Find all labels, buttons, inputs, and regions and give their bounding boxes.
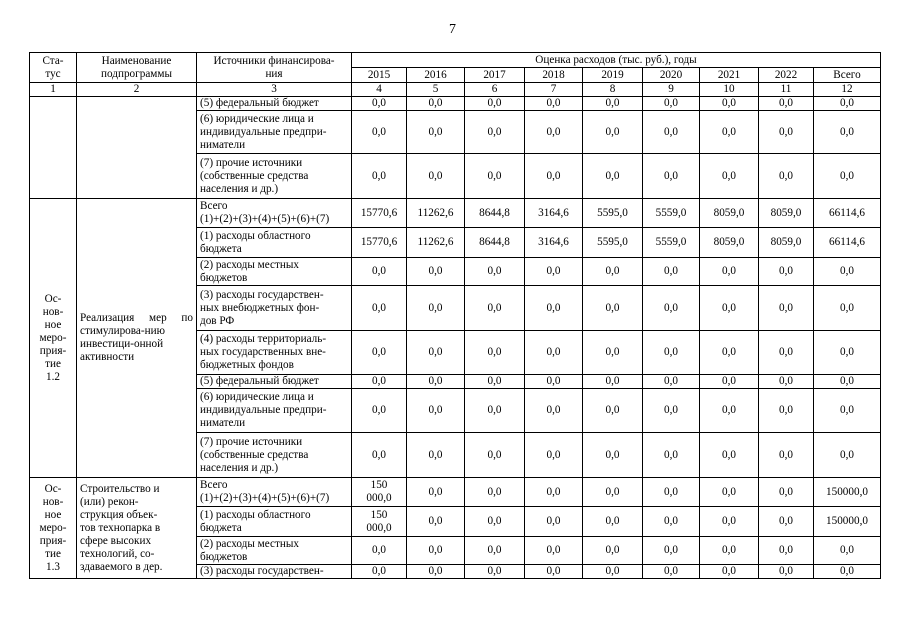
year-value-cell: 0,0: [525, 286, 583, 331]
year-value-cell: 0,0: [525, 331, 583, 375]
header-year: 2020: [643, 68, 700, 83]
year-value-cell: 0,0: [583, 389, 643, 433]
year-value-cell: 0,0: [407, 258, 465, 286]
total-value-cell: 0,0: [814, 375, 881, 389]
year-value-cell: 150 000,0: [352, 507, 407, 537]
col-number: 6: [465, 83, 525, 97]
year-value-cell: 0,0: [352, 331, 407, 375]
year-value-cell: 0,0: [465, 389, 525, 433]
year-value-cell: 0,0: [352, 537, 407, 565]
funding-source-cell: (3) расходы государствен- ных внебюджетных фон- дов РФ: [197, 286, 352, 331]
year-value-cell: 0,0: [759, 286, 814, 331]
year-value-cell: 0,0: [643, 331, 700, 375]
year-value-cell: 0,0: [583, 97, 643, 111]
year-value-cell: 0,0: [352, 433, 407, 478]
subprogram-name-cell: [77, 97, 197, 199]
year-value-cell: 0,0: [407, 478, 465, 507]
col-number: 7: [525, 83, 583, 97]
year-value-cell: 0,0: [407, 389, 465, 433]
year-value-cell: 15770,6: [352, 228, 407, 258]
year-value-cell: 0,0: [643, 507, 700, 537]
funding-source-cell: (1) расходы областного бюджета: [197, 228, 352, 258]
year-value-cell: 0,0: [525, 507, 583, 537]
funding-source-cell: (2) расходы местных бюджетов: [197, 537, 352, 565]
year-value-cell: 0,0: [352, 97, 407, 111]
subprogram-name-cell: Реализация мер по стимулирова-нию инвестици-онной активности: [77, 199, 197, 478]
year-value-cell: 0,0: [700, 433, 759, 478]
col-number: 8: [583, 83, 643, 97]
year-value-cell: 0,0: [643, 478, 700, 507]
year-value-cell: 8644,8: [465, 199, 525, 228]
year-value-cell: 0,0: [700, 258, 759, 286]
funding-source-cell: (4) расходы территориаль- ных государственных вне- бюджетных фондов: [197, 331, 352, 375]
year-value-cell: 0,0: [465, 565, 525, 579]
year-value-cell: 0,0: [407, 111, 465, 154]
year-value-cell: 0,0: [465, 507, 525, 537]
year-value-cell: 0,0: [583, 154, 643, 199]
funding-source-cell: (5) федеральный бюджет: [197, 375, 352, 389]
year-value-cell: 0,0: [465, 286, 525, 331]
year-value-cell: 0,0: [407, 433, 465, 478]
year-value-cell: 0,0: [407, 375, 465, 389]
header-row-top: [30, 53, 881, 68]
funding-source-cell: (2) расходы местных бюджетов: [197, 258, 352, 286]
year-value-cell: 0,0: [643, 565, 700, 579]
col-number: 12: [814, 83, 881, 97]
year-value-cell: 0,0: [643, 111, 700, 154]
header-estimate: Оценка расходов (тыс. руб.), годы: [352, 53, 881, 68]
year-value-cell: 0,0: [643, 433, 700, 478]
year-value-cell: 0,0: [700, 331, 759, 375]
year-value-cell: 0,0: [643, 97, 700, 111]
status-cell: Ос- нов- ное меро- прия- тие 1.3: [30, 478, 77, 579]
year-value-cell: 0,0: [525, 565, 583, 579]
header-year-total: Всего: [814, 68, 881, 83]
year-value-cell: 0,0: [700, 97, 759, 111]
year-value-cell: 0,0: [465, 154, 525, 199]
status-cell: [30, 97, 77, 199]
year-value-cell: 0,0: [465, 97, 525, 111]
year-value-cell: 0,0: [465, 433, 525, 478]
year-value-cell: 8059,0: [700, 228, 759, 258]
year-value-cell: 0,0: [700, 565, 759, 579]
year-value-cell: 0,0: [352, 565, 407, 579]
year-value-cell: 0,0: [759, 507, 814, 537]
year-value-cell: 0,0: [465, 375, 525, 389]
year-value-cell: 0,0: [465, 537, 525, 565]
col-number: 4: [352, 83, 407, 97]
header-row-numbers: [30, 83, 881, 97]
total-value-cell: 150000,0: [814, 478, 881, 507]
year-value-cell: 0,0: [759, 331, 814, 375]
year-value-cell: 3164,6: [525, 228, 583, 258]
year-value-cell: 5559,0: [643, 228, 700, 258]
year-value-cell: 0,0: [700, 286, 759, 331]
year-value-cell: 0,0: [759, 258, 814, 286]
year-value-cell: 0,0: [643, 258, 700, 286]
status-cell: Ос- нов- ное меро- прия- тие 1.2: [30, 199, 77, 478]
funding-source-cell: (7) прочие источники (собственные средства населения и др.): [197, 433, 352, 478]
year-value-cell: 0,0: [583, 375, 643, 389]
year-value-cell: 0,0: [583, 258, 643, 286]
year-value-cell: 0,0: [759, 375, 814, 389]
year-value-cell: 0,0: [525, 537, 583, 565]
header-year: 2016: [407, 68, 465, 83]
year-value-cell: 0,0: [465, 331, 525, 375]
year-value-cell: 150 000,0: [352, 478, 407, 507]
header-year: 2022: [759, 68, 814, 83]
year-value-cell: 0,0: [525, 389, 583, 433]
year-value-cell: 0,0: [583, 478, 643, 507]
year-value-cell: 8644,8: [465, 228, 525, 258]
budget-table: [29, 52, 881, 579]
year-value-cell: 0,0: [583, 111, 643, 154]
year-value-cell: 0,0: [583, 331, 643, 375]
col-number: 9: [643, 83, 700, 97]
total-value-cell: 0,0: [814, 154, 881, 199]
year-value-cell: 0,0: [352, 154, 407, 199]
col-number: 11: [759, 83, 814, 97]
year-value-cell: 8059,0: [759, 199, 814, 228]
total-value-cell: 66114,6: [814, 199, 881, 228]
year-value-cell: 0,0: [700, 507, 759, 537]
funding-source-cell: (6) юридические лица и индивидуальные предпри- ниматели: [197, 111, 352, 154]
funding-source-cell: Всего (1)+(2)+(3)+(4)+(5)+(6)+(7): [197, 478, 352, 507]
year-value-cell: 0,0: [643, 154, 700, 199]
table-row: [30, 478, 881, 507]
year-value-cell: 0,0: [352, 111, 407, 154]
year-value-cell: 0,0: [759, 565, 814, 579]
year-value-cell: 0,0: [583, 507, 643, 537]
year-value-cell: 0,0: [700, 375, 759, 389]
year-value-cell: 0,0: [583, 433, 643, 478]
header-status: Ста- тус: [30, 53, 77, 83]
header-year: 2017: [465, 68, 525, 83]
year-value-cell: 0,0: [525, 97, 583, 111]
year-value-cell: 0,0: [407, 537, 465, 565]
header-year: 2018: [525, 68, 583, 83]
year-value-cell: 0,0: [643, 286, 700, 331]
year-value-cell: 0,0: [700, 111, 759, 154]
total-value-cell: 0,0: [814, 111, 881, 154]
page-number: 7: [449, 22, 456, 37]
year-value-cell: 0,0: [643, 375, 700, 389]
year-value-cell: 15770,6: [352, 199, 407, 228]
header-name: Наименование подпрограммы: [77, 53, 197, 83]
total-value-cell: 0,0: [814, 286, 881, 331]
year-value-cell: 0,0: [407, 507, 465, 537]
year-value-cell: 0,0: [465, 111, 525, 154]
year-value-cell: 0,0: [759, 478, 814, 507]
year-value-cell: 0,0: [759, 433, 814, 478]
year-value-cell: 0,0: [407, 97, 465, 111]
year-value-cell: 0,0: [525, 375, 583, 389]
year-value-cell: 0,0: [643, 389, 700, 433]
table-row: [30, 97, 881, 111]
header-year: 2021: [700, 68, 759, 83]
header-year: 2019: [583, 68, 643, 83]
year-value-cell: 0,0: [407, 565, 465, 579]
year-value-cell: 0,0: [525, 154, 583, 199]
year-value-cell: 0,0: [407, 154, 465, 199]
total-value-cell: 0,0: [814, 565, 881, 579]
year-value-cell: 5595,0: [583, 228, 643, 258]
year-value-cell: 5559,0: [643, 199, 700, 228]
funding-source-cell: (1) расходы областного бюджета: [197, 507, 352, 537]
year-value-cell: 0,0: [700, 478, 759, 507]
subprogram-name-cell: Строительство и (или) рекон- струкция объек- тов технопарка в сфере высоких технологий, со- здаваемого в дер.: [77, 478, 197, 579]
year-value-cell: 0,0: [352, 286, 407, 331]
year-value-cell: 0,0: [583, 286, 643, 331]
funding-source-cell: (7) прочие источники (собственные средства населения и др.): [197, 154, 352, 199]
year-value-cell: 3164,6: [525, 199, 583, 228]
funding-source-cell: (3) расходы государствен-: [197, 565, 352, 579]
year-value-cell: 0,0: [465, 478, 525, 507]
year-value-cell: 0,0: [407, 286, 465, 331]
col-number: 5: [407, 83, 465, 97]
total-value-cell: 0,0: [814, 258, 881, 286]
year-value-cell: 0,0: [759, 154, 814, 199]
year-value-cell: 0,0: [407, 331, 465, 375]
year-value-cell: 0,0: [352, 258, 407, 286]
col-number: 2: [77, 83, 197, 97]
funding-source-cell: (5) федеральный бюджет: [197, 97, 352, 111]
year-value-cell: 0,0: [759, 97, 814, 111]
total-value-cell: 0,0: [814, 389, 881, 433]
year-value-cell: 0,0: [352, 375, 407, 389]
year-value-cell: 0,0: [700, 154, 759, 199]
year-value-cell: 0,0: [525, 433, 583, 478]
year-value-cell: 8059,0: [759, 228, 814, 258]
year-value-cell: 0,0: [759, 389, 814, 433]
col-number: 3: [197, 83, 352, 97]
year-value-cell: 0,0: [759, 111, 814, 154]
year-value-cell: 0,0: [643, 537, 700, 565]
year-value-cell: 0,0: [465, 258, 525, 286]
year-value-cell: 0,0: [525, 111, 583, 154]
funding-source-cell: Всего (1)+(2)+(3)+(4)+(5)+(6)+(7): [197, 199, 352, 228]
year-value-cell: 0,0: [525, 258, 583, 286]
col-number: 10: [700, 83, 759, 97]
year-value-cell: 5595,0: [583, 199, 643, 228]
year-value-cell: 11262,6: [407, 228, 465, 258]
year-value-cell: 0,0: [700, 389, 759, 433]
year-value-cell: 0,0: [525, 478, 583, 507]
header-sources: Источники финансирова- ния: [197, 53, 352, 83]
year-value-cell: 0,0: [759, 537, 814, 565]
funding-source-cell: (6) юридические лица и индивидуальные предпри- ниматели: [197, 389, 352, 433]
total-value-cell: 0,0: [814, 97, 881, 111]
header-year: 2015: [352, 68, 407, 83]
year-value-cell: 0,0: [352, 389, 407, 433]
table-row: [30, 199, 881, 228]
year-value-cell: 11262,6: [407, 199, 465, 228]
col-number: 1: [30, 83, 77, 97]
total-value-cell: 0,0: [814, 537, 881, 565]
year-value-cell: 0,0: [583, 565, 643, 579]
year-value-cell: 0,0: [700, 537, 759, 565]
total-value-cell: 0,0: [814, 433, 881, 478]
total-value-cell: 66114,6: [814, 228, 881, 258]
total-value-cell: 150000,0: [814, 507, 881, 537]
total-value-cell: 0,0: [814, 331, 881, 375]
year-value-cell: 0,0: [583, 537, 643, 565]
year-value-cell: 8059,0: [700, 199, 759, 228]
